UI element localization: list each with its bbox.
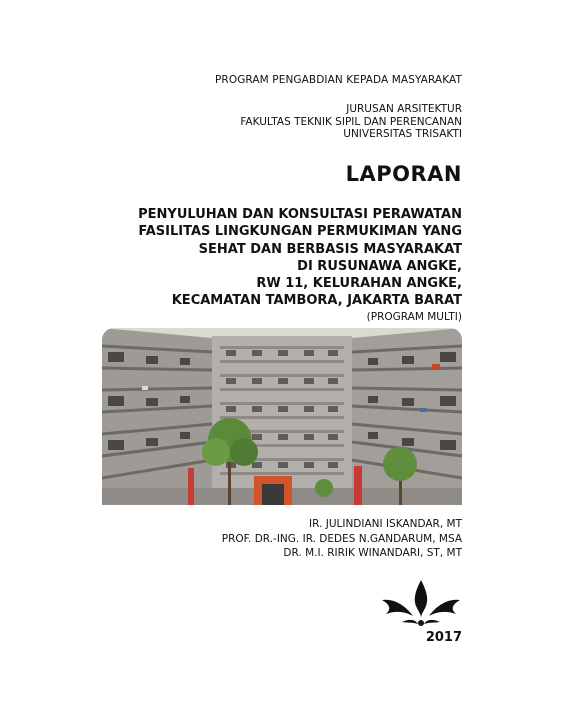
subtitle-line: RW 11, KELURAHAN ANGKE, — [256, 276, 462, 292]
subtitle-line: KECAMATAN TAMBORA, JAKARTA BARAT — [171, 293, 462, 309]
university-logo-icon — [380, 578, 462, 628]
subtitle-line: FASILITAS LINGKUNGAN PERMUKIMAN YANG — [138, 224, 462, 240]
faculty-line: FAKULTAS TEKNIK SIPIL DAN PERENCANAN — [240, 115, 462, 128]
program-heading: PROGRAM PENGABDIAN KEPADA MASYARAKAT — [215, 74, 462, 86]
program-tag: (PROGRAM MULTI) — [366, 311, 462, 323]
report-subtitle — [138, 206, 462, 310]
author-line: DR. M.I. RIRIK WINANDARI, ST, MT — [283, 547, 462, 559]
report-year: 2017 — [425, 630, 462, 645]
department-line: JURUSAN ARSITEKTUR — [346, 103, 462, 115]
subtitle-line: PENYULUHAN DAN KONSULTASI PERAWATAN — [138, 207, 462, 222]
report-title: LAPORAN — [345, 162, 462, 186]
department-block — [240, 103, 462, 141]
subtitle-line: DI RUSUNAWA ANGKE, — [297, 258, 462, 274]
author-line: IR. JULINDIANI ISKANDAR, MT — [309, 518, 462, 530]
subtitle-line: SEHAT DAN BERBASIS MASYARAKAT — [198, 241, 462, 257]
university-line: UNIVERSITAS TRISAKTI — [343, 128, 462, 140]
authors-block — [222, 517, 462, 561]
author-line: PROF. DR.-ING. IR. DEDES N.GANDARUM, MSA — [221, 532, 462, 545]
rusunawa-photo — [102, 328, 462, 505]
building-illustration — [102, 328, 462, 505]
